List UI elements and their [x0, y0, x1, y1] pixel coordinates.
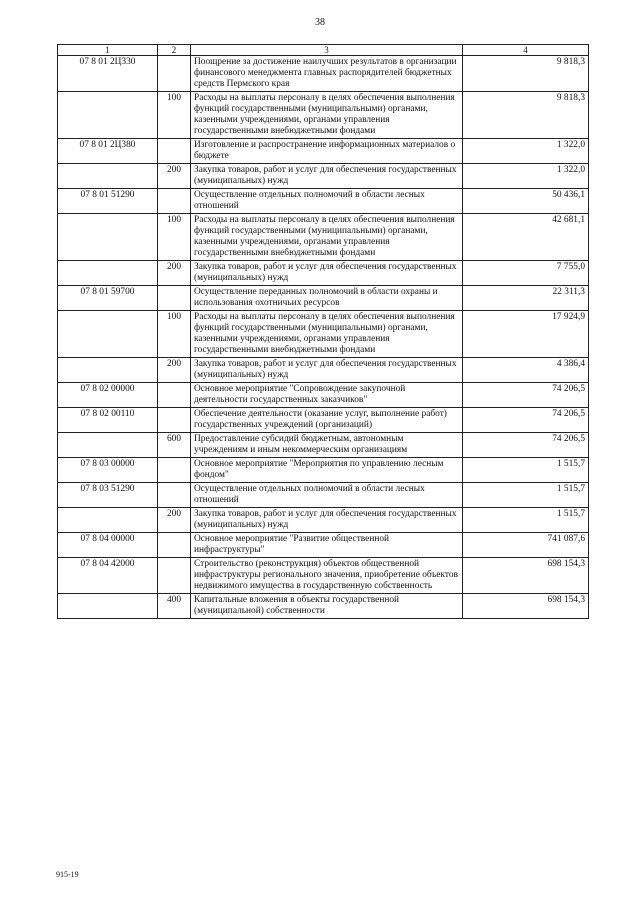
- footer-code: 915-19: [56, 870, 79, 879]
- column-header-code: 1: [58, 45, 158, 56]
- table-body: [58, 56, 589, 619]
- table-row: [58, 458, 589, 483]
- cell-amount: 42 681,1: [463, 214, 589, 261]
- cell-name: Предоставление субсидий бюджетным, автономным учреждениям и иным некоммерческим организациям: [191, 433, 463, 458]
- cell-code: [58, 92, 158, 139]
- table-row: [58, 433, 589, 458]
- cell-expense-type: 100: [158, 214, 191, 261]
- cell-name: Закупка товаров, работ и услуг для обеспечения государственных (муниципальных) нужд: [191, 164, 463, 189]
- cell-expense-type: 200: [158, 164, 191, 189]
- cell-amount: 1 515,7: [463, 458, 589, 483]
- cell-code: 07 8 03 00000: [58, 458, 158, 483]
- cell-amount: 698 154,3: [463, 558, 589, 594]
- cell-code: [58, 311, 158, 358]
- cell-amount: 1 515,7: [463, 508, 589, 533]
- cell-expense-type: 200: [158, 358, 191, 383]
- table-row: [58, 189, 589, 214]
- budget-table: [57, 44, 589, 619]
- table-row: [58, 533, 589, 558]
- cell-code: 07 8 04 00000: [58, 533, 158, 558]
- cell-code: [58, 261, 158, 286]
- cell-name: Закупка товаров, работ и услуг для обеспечения государственных (муниципальных) нужд: [191, 508, 463, 533]
- cell-code: [58, 164, 158, 189]
- cell-expense-type: 400: [158, 594, 191, 619]
- table-header-row: [58, 45, 589, 56]
- table-row: [58, 483, 589, 508]
- cell-expense-type: [158, 56, 191, 92]
- cell-amount: 741 087,6: [463, 533, 589, 558]
- cell-expense-type: 200: [158, 261, 191, 286]
- cell-code: 07 8 01 2Ц330: [58, 56, 158, 92]
- cell-expense-type: 600: [158, 433, 191, 458]
- cell-expense-type: [158, 458, 191, 483]
- cell-code: 07 8 01 59700: [58, 286, 158, 311]
- cell-code: 07 8 02 00110: [58, 408, 158, 433]
- cell-name: Осуществление отдельных полномочий в области лесных отношений: [191, 483, 463, 508]
- cell-amount: 1 322,0: [463, 164, 589, 189]
- cell-expense-type: 100: [158, 311, 191, 358]
- cell-expense-type: [158, 533, 191, 558]
- cell-name: Расходы на выплаты персоналу в целях обеспечения выполнения функций государственными (муниципальными) органами, казенными учреждениями, органами управления государственными внебюджетными фондами: [191, 311, 463, 358]
- cell-name: Расходы на выплаты персоналу в целях обеспечения выполнения функций государственными (муниципальными) органами, казенными учреждениями, органами управления государственными внебюджетными фондами: [191, 92, 463, 139]
- cell-name: Основное мероприятие "Сопровождение закупочной деятельности государственных заказчиков": [191, 383, 463, 408]
- page-number: 38: [315, 17, 325, 28]
- table-row: [58, 558, 589, 594]
- table-row: [58, 56, 589, 92]
- cell-code: 07 8 02 00000: [58, 383, 158, 408]
- cell-code: [58, 433, 158, 458]
- cell-code: 07 8 04 42000: [58, 558, 158, 594]
- cell-amount: 7 755,0: [463, 261, 589, 286]
- cell-amount: 698 154,3: [463, 594, 589, 619]
- column-header-name: 3: [191, 45, 463, 56]
- cell-amount: 9 818,3: [463, 56, 589, 92]
- cell-expense-type: [158, 383, 191, 408]
- cell-name: Закупка товаров, работ и услуг для обеспечения государственных (муниципальных) нужд: [191, 358, 463, 383]
- cell-amount: 1 515,7: [463, 483, 589, 508]
- table-row: [58, 92, 589, 139]
- cell-amount: 74 206,5: [463, 408, 589, 433]
- column-header-type: 2: [158, 45, 191, 56]
- cell-code: 07 8 01 51290: [58, 189, 158, 214]
- cell-expense-type: 100: [158, 92, 191, 139]
- cell-expense-type: [158, 408, 191, 433]
- cell-amount: 1 322,0: [463, 139, 589, 164]
- cell-name: Обеспечение деятельности (оказание услуг, выполнение работ) государственных учреждений (организаций): [191, 408, 463, 433]
- cell-code: [58, 214, 158, 261]
- table-row: [58, 311, 589, 358]
- cell-name: Осуществление переданных полномочий в области охраны и использования охотничьих ресурсов: [191, 286, 463, 311]
- cell-name: Основное мероприятие "Мероприятия по управлению лесным фондом": [191, 458, 463, 483]
- cell-amount: 74 206,5: [463, 383, 589, 408]
- cell-amount: 17 924,9: [463, 311, 589, 358]
- table-row: [58, 286, 589, 311]
- cell-code: [58, 508, 158, 533]
- cell-name: Основное мероприятие "Развитие общественной инфраструктуры": [191, 533, 463, 558]
- cell-code: 07 8 03 51290: [58, 483, 158, 508]
- cell-expense-type: [158, 189, 191, 214]
- cell-expense-type: [158, 483, 191, 508]
- table-row: [58, 358, 589, 383]
- table-row: [58, 139, 589, 164]
- cell-name: Капитальные вложения в объекты государственной (муниципальной) собственности: [191, 594, 463, 619]
- cell-amount: 22 311,3: [463, 286, 589, 311]
- column-header-amount: 4: [463, 45, 589, 56]
- table-row: [58, 164, 589, 189]
- table-row: [58, 383, 589, 408]
- cell-name: Закупка товаров, работ и услуг для обеспечения государственных (муниципальных) нужд: [191, 261, 463, 286]
- cell-name: Изготовление и распространение информационных материалов о бюджете: [191, 139, 463, 164]
- cell-code: [58, 358, 158, 383]
- cell-name: Строительство (реконструкция) объектов общественной инфраструктуры регионального значения, приобретение объектов недвижимого имущества в государственную собственность: [191, 558, 463, 594]
- table-row: [58, 594, 589, 619]
- cell-amount: 4 386,4: [463, 358, 589, 383]
- cell-expense-type: [158, 139, 191, 164]
- cell-name: Поощрение за достижение наилучших результатов в организации финансового менеджмента главных распорядителей бюджетных средств Пермского края: [191, 56, 463, 92]
- cell-expense-type: [158, 286, 191, 311]
- cell-name: Расходы на выплаты персоналу в целях обеспечения выполнения функций государственными (муниципальными) органами, казенными учреждениями, органами управления государственными внебюджетными фондами: [191, 214, 463, 261]
- table-row: [58, 408, 589, 433]
- cell-code: [58, 594, 158, 619]
- cell-code: 07 8 01 2Ц380: [58, 139, 158, 164]
- table-row: [58, 261, 589, 286]
- cell-amount: 50 436,1: [463, 189, 589, 214]
- cell-name: Осуществление отдельных полномочий в области лесных отношений: [191, 189, 463, 214]
- cell-amount: 9 818,3: [463, 92, 589, 139]
- table-row: [58, 214, 589, 261]
- cell-expense-type: 200: [158, 508, 191, 533]
- table-row: [58, 508, 589, 533]
- cell-amount: 74 206,5: [463, 433, 589, 458]
- cell-expense-type: [158, 558, 191, 594]
